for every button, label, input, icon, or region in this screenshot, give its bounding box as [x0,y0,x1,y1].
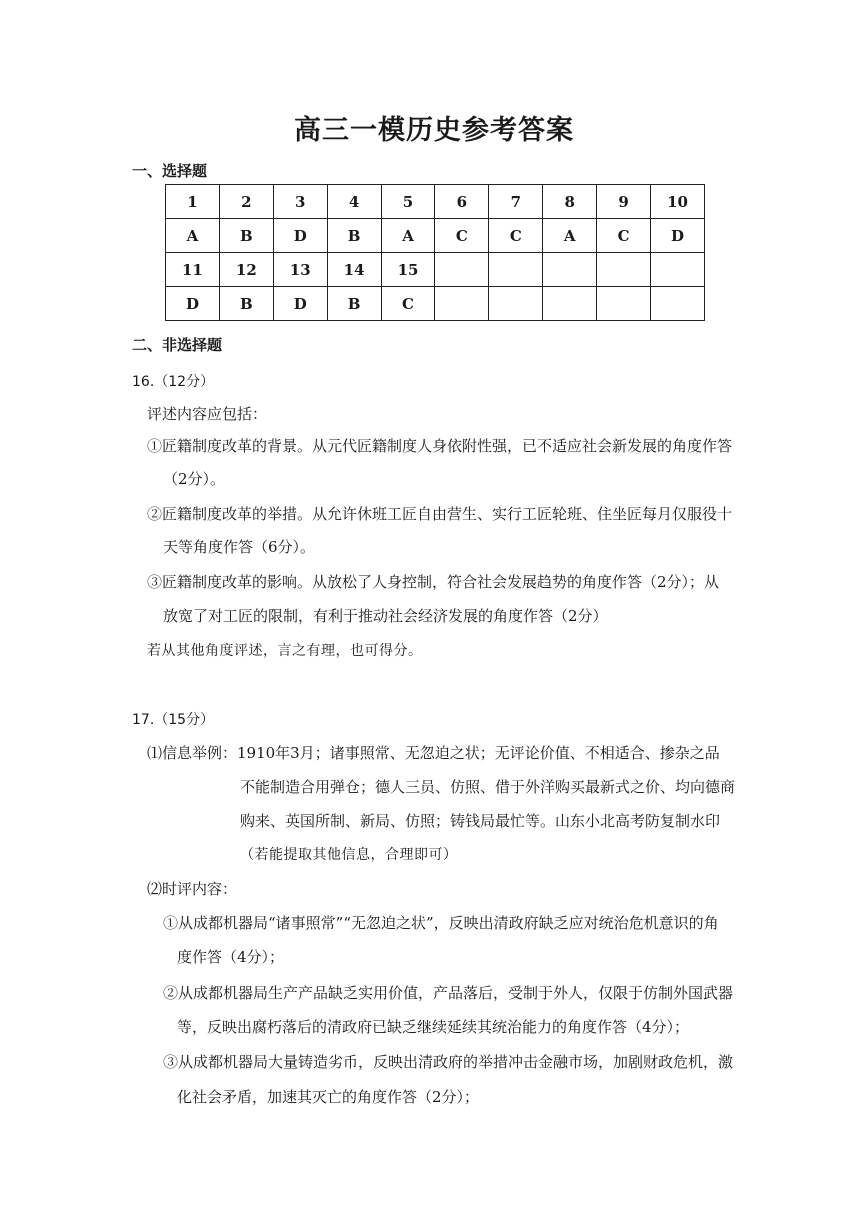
question-number-cell: 14 [327,253,381,287]
answer-cell: B [219,219,273,253]
answer-cell [489,287,543,321]
q17-number: 17.（15分） [132,712,215,728]
answer-cell: A [166,219,220,253]
answer-cell: D [273,219,327,253]
q17-part1-line3: 购来、英国所制、新局、仿照；铸钱局最忙等。山东小北高考防复制水印 [240,812,721,830]
q16-point3-line1: ③匠籍制度改革的影响。从放松了人身控制，符合社会发展趋势的角度作答（2分）；从 [147,573,720,591]
page-title: 高三一模历史参考答案 [294,115,574,146]
question-number-cell [543,253,597,287]
q17-part1-note: （若能提取其他信息，合理即可） [240,847,458,863]
question-number-cell [651,253,705,287]
q17-part2-point2-line1: ②从成都机器局生产产品缺乏实用价值，产品落后，受制于外人，仅限于仿制外国武器 [163,984,734,1002]
answer-cell: A [381,219,435,253]
section-non-choice-heading: 二、非选择题 [132,336,223,354]
question-number-cell: 9 [597,185,651,219]
answer-cell: B [327,287,381,321]
q16-number: 16.（12分） [132,374,215,390]
answer-cell: D [651,219,705,253]
question-number-cell [489,253,543,287]
answer-cell: D [166,287,220,321]
question-number-cell: 10 [651,185,705,219]
q17-part2-point3-line2: 化社会矛盾，加速其灭亡的角度作答（2分）； [177,1088,480,1106]
answer-cell: B [327,219,381,253]
answer-cell: A [543,219,597,253]
answer-cell: B [219,287,273,321]
question-number-cell: 12 [219,253,273,287]
question-number-cell [597,253,651,287]
question-number-cell: 8 [543,185,597,219]
question-number-cell: 6 [435,185,489,219]
answer-cell [597,287,651,321]
q17-part2-point1-line2: 度作答（4分）； [177,948,285,966]
answer-table-row [166,253,705,287]
answer-cell [543,287,597,321]
answer-table [165,184,705,321]
answer-cell [435,287,489,321]
question-number-cell: 2 [219,185,273,219]
answer-table-row [166,287,705,321]
question-number-cell: 1 [166,185,220,219]
question-number-cell: 13 [273,253,327,287]
answer-cell: C [381,287,435,321]
q17-part1-line1: ⑴信息举例：1910年3月；诸事照常、无忽迫之状；无评论价值、不相适合、掺杂之品 [147,744,720,762]
answer-cell: C [489,219,543,253]
question-number-cell: 5 [381,185,435,219]
q16-point1-line2: （2分）。 [163,470,226,488]
question-number-cell: 3 [273,185,327,219]
q17-part2-point2-line2: 等，反映出腐朽落后的清政府已缺乏继续延续其统治能力的角度作答（4分）； [177,1018,690,1036]
q16-intro: 评述内容应包括： [147,405,268,423]
q16-point1-line1: ①匠籍制度改革的背景。从元代匠籍制度人身依附性强，已不适应社会新发展的角度作答 [147,437,733,455]
answer-table-row [166,219,705,253]
section-multiple-choice-heading: 一、选择题 [132,162,208,180]
q16-note: 若从其他角度评述，言之有理，也可得分。 [147,643,423,659]
answer-cell: C [435,219,489,253]
question-number-cell: 4 [327,185,381,219]
question-number-cell: 7 [489,185,543,219]
q17-part2-heading: ⑵时评内容： [147,880,238,898]
q16-point2-line1: ②匠籍制度改革的举措。从允许休班工匠自由营生、实行工匠轮班、住坐匠每月仅服役十 [147,505,733,523]
q17-part2-point3-line1: ③从成都机器局大量铸造劣币，反映出清政府的举措冲击金融市场，加剧财政危机，激 [163,1053,734,1071]
question-number-cell [435,253,489,287]
answer-table-row [166,185,705,219]
answer-cell: D [273,287,327,321]
question-number-cell: 11 [166,253,220,287]
q16-point3-line2: 放宽了对工匠的限制，有利于推动社会经济发展的角度作答（2分） [163,607,608,625]
question-number-cell: 15 [381,253,435,287]
answer-cell [651,287,705,321]
q17-part2-point1-line1: ①从成都机器局“诸事照常”“无忽迫之状”，反映出清政府缺乏应对统治危机意识的角 [163,914,719,932]
answer-cell: C [597,219,651,253]
q17-part1-line2: 不能制造合用弹仓；德人三员、仿照、借于外洋购买最新式之价、均向德商 [240,778,736,796]
q16-point2-line2: 天等角度作答（6分）。 [163,538,316,556]
